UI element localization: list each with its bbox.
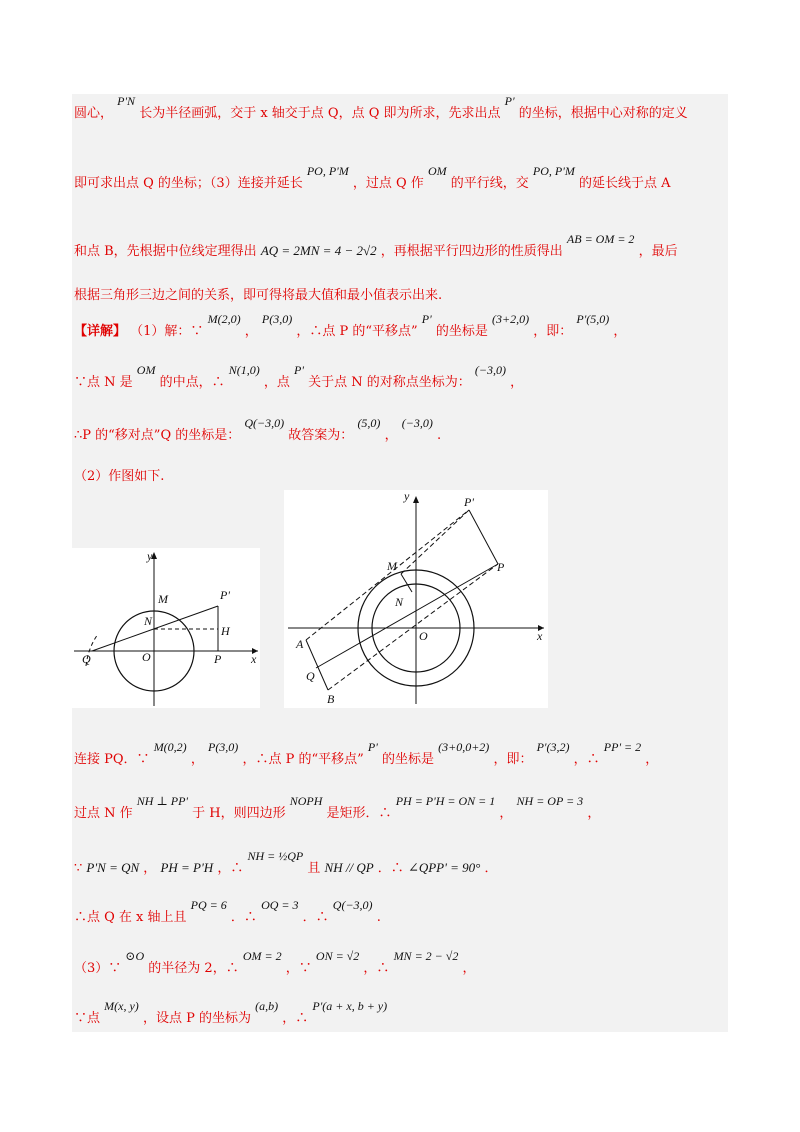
- label-P: P: [497, 560, 505, 574]
- text: ，最后: [638, 244, 678, 259]
- math: P'(3,2): [536, 740, 570, 754]
- label-H: H: [221, 624, 230, 638]
- math: OM: [136, 363, 156, 377]
- math: ∠QPP' = 90°: [407, 860, 481, 875]
- text: ，即：: [493, 752, 533, 767]
- math: M(2,0): [207, 312, 241, 326]
- figure-1: [72, 548, 260, 708]
- text: ，∴点 P 的“平移点”: [242, 752, 364, 767]
- text: ，∴: [573, 752, 600, 767]
- math: (a,b): [255, 999, 279, 1013]
- text: ，∴点 P 的“平移点”: [296, 324, 418, 339]
- math: P': [421, 312, 432, 326]
- text: ∴P 的“移对点”Q 的坐标是：: [74, 428, 241, 443]
- text: ．∴: [377, 861, 404, 876]
- math: P': [504, 94, 515, 108]
- math: Q(−3,0): [332, 898, 373, 912]
- text-line-4: [74, 284, 726, 303]
- label-P: P: [214, 652, 222, 666]
- math: OM: [427, 164, 447, 178]
- math: NH = OP = 3: [516, 794, 584, 808]
- text: ，再根据平行四边形的性质得出: [380, 244, 563, 259]
- math: M(x, y): [104, 999, 139, 1013]
- label-O: O: [419, 629, 428, 643]
- text: 的坐标，根据中心对称的定义: [518, 106, 688, 121]
- text-line-14: [74, 999, 726, 1026]
- text: （1）解：∵: [130, 324, 204, 339]
- text: ，: [587, 806, 601, 821]
- text: ，: [190, 752, 204, 767]
- math: P'N = QN: [86, 860, 140, 875]
- text: 的中点，∴: [159, 375, 225, 390]
- label-N: N: [144, 614, 153, 628]
- text: ．∴: [230, 910, 257, 925]
- text-line-13: [74, 949, 726, 976]
- text: ，∴: [217, 861, 244, 876]
- math: M(0,2): [153, 740, 187, 754]
- text: 连接 PQ．∵: [74, 752, 150, 767]
- text-line-1: [74, 94, 726, 121]
- text: ．: [484, 861, 498, 876]
- text-line-11: [74, 849, 726, 876]
- math: PH = P'H: [160, 860, 214, 875]
- text: ，∴: [363, 961, 390, 976]
- text-line-2: [74, 164, 726, 191]
- detail-label: 【详解】: [74, 324, 127, 339]
- text: ，: [645, 752, 659, 767]
- text: ，: [510, 375, 524, 390]
- text: ，: [244, 324, 258, 339]
- text-line-3: [74, 232, 726, 259]
- math: PO, P'M: [306, 164, 349, 178]
- text-line-10: [74, 794, 726, 821]
- text: 故答案为：: [288, 428, 354, 443]
- text: .: [436, 428, 442, 443]
- text: 圆心，: [74, 106, 114, 121]
- math: NH // QP: [324, 860, 374, 875]
- math: P'N: [117, 94, 136, 108]
- figure-2-svg: [284, 490, 548, 708]
- label-N: N: [395, 595, 404, 609]
- label-P-prime: P': [220, 588, 230, 602]
- text: （2）作图如下.: [74, 469, 165, 484]
- math: ⊙O: [125, 949, 145, 963]
- math: PQ = 6: [190, 898, 227, 912]
- text: ，∴: [282, 1011, 309, 1026]
- text-line-8: [74, 465, 726, 484]
- text: 根据三角形三边之间的关系，即可得将最大值和最小值表示出来.: [74, 288, 443, 303]
- math: MN = 2 − √2: [393, 949, 459, 963]
- text: 关于点 N 的对称点坐标为：: [308, 375, 471, 390]
- math: P(3,0): [261, 312, 293, 326]
- label-M: M: [387, 559, 397, 573]
- math: (−3,0): [401, 416, 433, 430]
- text: 是矩形．∴: [326, 806, 392, 821]
- text: 即可求出点 Q 的坐标；（3）连接并延长: [74, 176, 303, 191]
- text-line-5: [74, 312, 726, 339]
- text: ，点: [263, 375, 290, 390]
- figure-2: [284, 490, 548, 708]
- math: P': [367, 740, 378, 754]
- math: (3+0,0+2): [438, 740, 490, 754]
- text: 和点 B，先根据中位线定理得出: [74, 244, 257, 259]
- text: 且: [307, 861, 321, 876]
- text: 长为半径画弧，交于 x 轴交于点 Q，点 Q 即为所求，先求出点: [139, 106, 501, 121]
- text: ，: [499, 806, 513, 821]
- math: (5,0): [357, 416, 381, 430]
- text: 的平行线，交: [450, 176, 529, 191]
- label-Q: Q: [306, 669, 315, 683]
- axis-x-label: x: [537, 629, 543, 643]
- math: PP' = 2: [603, 740, 642, 754]
- text: ∵: [74, 861, 83, 876]
- text-line-6: [74, 363, 726, 390]
- math: (−3,0): [474, 363, 506, 377]
- text: ，过点 Q 作: [352, 176, 424, 191]
- math: AB = OM = 2: [566, 232, 635, 246]
- text: ，: [143, 861, 157, 876]
- math: NH = ½QP: [247, 849, 304, 863]
- text: ，: [462, 961, 476, 976]
- math: PO, P'M: [532, 164, 575, 178]
- math: N(1,0): [228, 363, 260, 377]
- math: NH ⊥ PP': [136, 794, 188, 808]
- math: P'(a + x, b + y): [312, 999, 388, 1013]
- text: ，即：: [533, 324, 573, 339]
- text: ．∴: [302, 910, 329, 925]
- label-M: M: [158, 592, 168, 606]
- math: PH = P'H = ON = 1: [395, 794, 496, 808]
- axis-y-label: y: [147, 549, 153, 563]
- text: ，∵: [285, 961, 312, 976]
- text: .: [376, 910, 381, 925]
- math: P': [294, 363, 304, 377]
- math: OQ = 3: [261, 898, 299, 912]
- text: 的坐标是: [381, 752, 434, 767]
- math: (3+2,0): [492, 312, 530, 326]
- text-line-9: [74, 740, 726, 767]
- text: ，设点 P 的坐标为: [142, 1011, 251, 1026]
- text: ，: [384, 428, 398, 443]
- math: P'(5,0): [576, 312, 610, 326]
- text: （3）∵: [74, 961, 122, 976]
- text: 的坐标是: [435, 324, 488, 339]
- text: ∵点 N 是: [74, 375, 133, 390]
- text-line-7: [74, 416, 726, 443]
- text: 的延长线于点 A: [578, 176, 671, 191]
- text: ∴点 Q 在 x 轴上且: [74, 910, 187, 925]
- math: AQ = 2MN = 4 − 2√2: [260, 243, 377, 258]
- text-line-12: [74, 898, 726, 925]
- label-P-prime: P': [464, 495, 474, 509]
- math: Q(−3,0): [244, 416, 285, 430]
- text: 的半径为 2，∴: [148, 961, 239, 976]
- axis-x-label: x: [251, 652, 257, 666]
- axis-y-label: y: [404, 490, 410, 503]
- text: ，: [613, 324, 627, 339]
- math: ON = √2: [315, 949, 360, 963]
- label-O: O: [142, 650, 151, 664]
- text: 于 H，则四边形: [192, 806, 286, 821]
- label-B: B: [327, 692, 335, 706]
- math: P(3,0): [207, 740, 239, 754]
- label-Q: Q: [82, 652, 91, 666]
- label-A: A: [296, 637, 304, 651]
- figure-1-svg: [72, 548, 260, 708]
- math: OM = 2: [242, 949, 282, 963]
- text: ∵点: [74, 1011, 101, 1026]
- math: NOPH: [289, 794, 323, 808]
- text: 过点 N 作: [74, 806, 133, 821]
